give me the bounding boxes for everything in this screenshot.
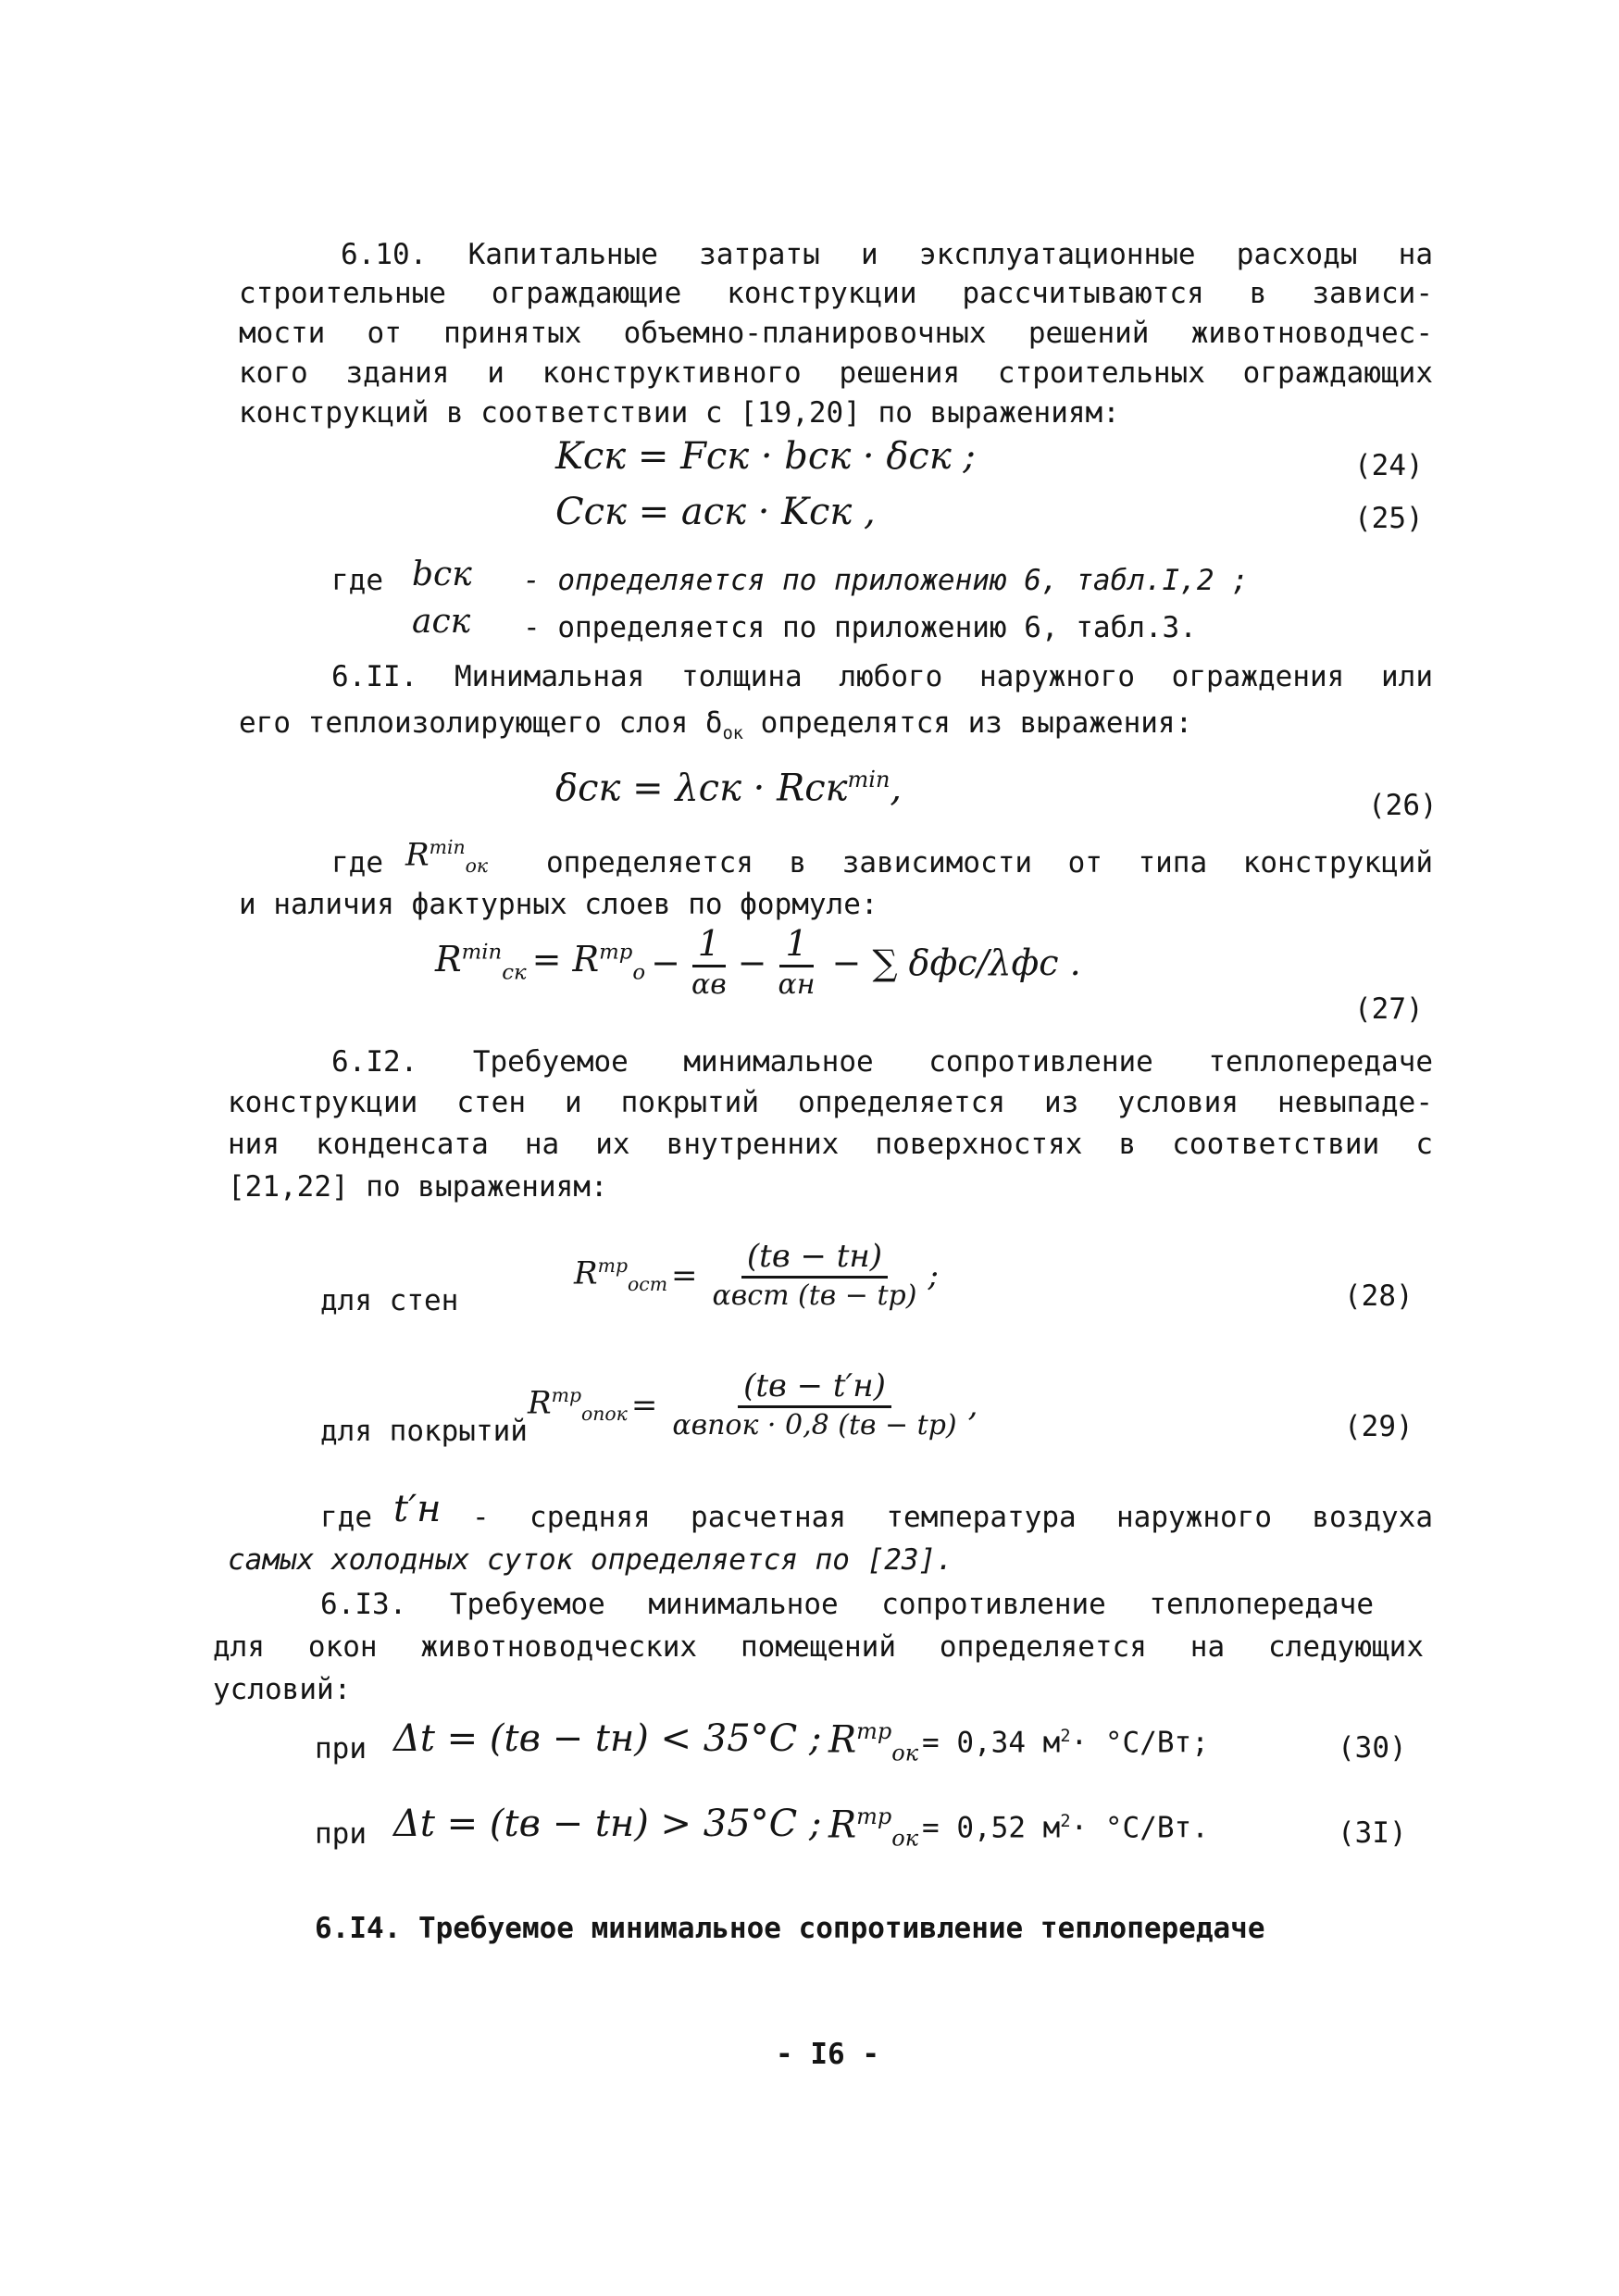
symbol: bск: [412, 555, 472, 593]
definition-text: - средняя расчетная температура наружного воздуха: [472, 1501, 1433, 1534]
equation-24: Kск = Fск · bск · δск ;: [555, 435, 976, 478]
paragraph-line: [21,22] по выражениям:: [228, 1170, 608, 1204]
equation-31-value: $R^{тр}_{ок}$ = 0,52 $м^2\cdot ^\circ С/Вт$.: [828, 1803, 1209, 1852]
equation-number: (28): [1344, 1279, 1414, 1313]
definition-text: - определяется по приложению 6, табл.I,2 ;: [523, 564, 1249, 597]
symbol: $R^{min}_{ок}$: [405, 836, 489, 878]
definition-text: определяется в зависимости от типа конструкций: [546, 846, 1433, 880]
equation-label: для стен: [320, 1284, 459, 1317]
paragraph-line: 6.I2. Требуемое минимальное сопротивление теплопередаче: [331, 1045, 1433, 1079]
paragraph-line: мости от принятых объемно-планировочных решений животноводчес-: [239, 317, 1433, 350]
definition-text: - определяется по приложению 6, табл.3.: [523, 611, 1197, 644]
equation-number: (26): [1368, 789, 1438, 822]
paragraph-line: 6.I4. Требуемое минимальное сопротивление теплопередаче: [315, 1912, 1265, 1945]
where-prefix: где: [320, 1501, 372, 1534]
symbol: t′н: [393, 1488, 442, 1530]
equation-31-condition: Δt = (tв − tн) > 35°C ;: [393, 1803, 822, 1845]
equation-number: (24): [1354, 449, 1424, 482]
paragraph-line: кого здания и конструктивного решения строительных ограждающих: [239, 356, 1433, 390]
page-number: - I6 -: [776, 2038, 879, 2071]
equation-29: $R^{тр}_{опок}$ = $\frac{(tв - t'н)}{\text{αвпок · 0,8 (tв − tр)}}$ ,: [528, 1367, 978, 1441]
paragraph-line: 6.II. Минимальная толщина любого наружного ограждения или: [331, 660, 1433, 693]
symbol: aск: [412, 603, 471, 641]
paragraph-line: самых холодных суток определяется по [23].: [228, 1543, 953, 1577]
equation-27: $R^{min}_{ск}$ = $R^{тр}_o$ − $\frac{1}{\alpha в}$ − $\frac{1}{\alpha н}$ − ∑ δфс/λфс .: [435, 923, 1081, 1001]
equation-number: (3I): [1338, 1816, 1407, 1850]
equation-30-condition: Δt = (tв − tн) < 35°C ;: [393, 1717, 822, 1760]
paragraph-line: конструкций в соответствии с [19,20] по выражениям:: [239, 396, 1120, 430]
equation-26: δск = λск · Rск$^{min}$,: [555, 767, 903, 810]
equation-25: Cск = aск · Kск ,: [555, 491, 876, 533]
paragraph-line: ния конденсата на их внутренних поверхностях в соответствии с: [228, 1128, 1433, 1161]
equation-number: (29): [1344, 1410, 1414, 1443]
equation-30-value: $R^{тр}_{ок}$ = 0,34 $м^2\cdot ^\circ С/Вт$;: [828, 1718, 1209, 1766]
paragraph-line: строительные ограждающие конструкции рассчитываются в зависи-: [239, 277, 1433, 310]
paragraph-line: конструкции стен и покрытий определяется из условия невыпаде-: [228, 1086, 1433, 1119]
equation-number: (25): [1354, 502, 1424, 535]
where-prefix: где: [331, 846, 383, 880]
equation-number: (30): [1338, 1731, 1407, 1765]
where-prefix: где: [331, 564, 383, 597]
paragraph-line: для окон животноводческих помещений определяется на следующих: [213, 1630, 1424, 1664]
equation-prefix: при: [315, 1732, 367, 1766]
equation-prefix: при: [315, 1817, 367, 1851]
equation-label: для покрытий: [320, 1415, 528, 1448]
equation-28: $R^{тр}_{ост}$ = $\frac{(tв - tн)}{\text{αвст (tв − tр)}}$ ;: [574, 1238, 939, 1312]
paragraph-line: 6.I3. Требуемое минимальное сопротивление теплопередаче: [320, 1588, 1374, 1621]
paragraph-line: и наличия фактурных слоев по формуле:: [239, 888, 878, 921]
paragraph-line: 6.10. Капитальные затраты и эксплуатационные расходы на: [341, 238, 1433, 271]
paragraph-line: условий:: [213, 1673, 352, 1706]
paragraph-line: его теплоизолирующего слоя $\delta_{ок}$ определятся из выражения:: [239, 706, 1193, 744]
equation-number: (27): [1354, 992, 1424, 1026]
